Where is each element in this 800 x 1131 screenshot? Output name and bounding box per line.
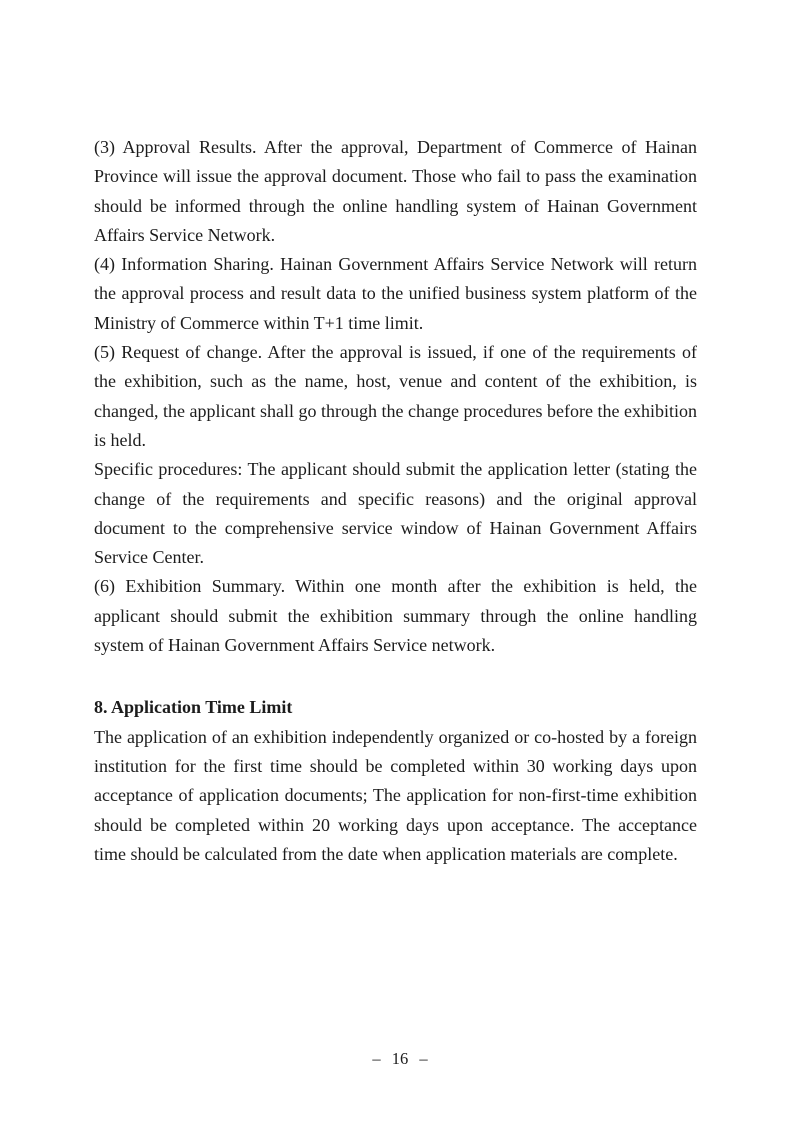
- document-content: [94, 133, 697, 869]
- page-number: – 16 –: [372, 1049, 428, 1068]
- paragraph-request-of-change: (5) Request of change. After the approval is issued, if one of the requirements of the exhibition, such as the name, host, venue and content of the exhibition, is changed, the applicant shall go through the change procedures before the exhibition is held.: [94, 342, 697, 450]
- paragraph-application-time-limit-body: The application of an exhibition independently organized or co-hosted by a foreign institution for the first time should be completed within 30 working days upon acceptance of application documents; The application for non-first-time exhibition should be completed within 20 working days upon acceptance. The acceptance time should be calculated from the date when application materials are complete.: [94, 726, 697, 864]
- paragraph-information-sharing: (4) Information Sharing. Hainan Government Affairs Service Network will return the approval process and result data to the unified business system platform of the Ministry of Commerce within T+1 time limit.: [94, 254, 697, 333]
- paragraph-exhibition-summary: (6) Exhibition Summary. Within one month after the exhibition is held, the applicant should submit the exhibition summary through the online handling system of Hainan Government Affairs Service network.: [94, 576, 697, 656]
- paragraph-approval-results: (3) Approval Results. After the approval, Department of Commerce of Hainan Province will issue the approval document. Those who fail to pass the examination should be informed through the online handling system of Hainan Government Affairs Service Network.: [94, 137, 697, 245]
- paragraph-specific-procedures: Specific procedures: The applicant should submit the application letter (stating the change of the requirements and specific reasons) and the original approval document to the comprehensive service window of Hainan Government Affairs Service Center.: [94, 459, 697, 568]
- section-heading-application-time-limit: 8. Application Time Limit: [94, 697, 293, 718]
